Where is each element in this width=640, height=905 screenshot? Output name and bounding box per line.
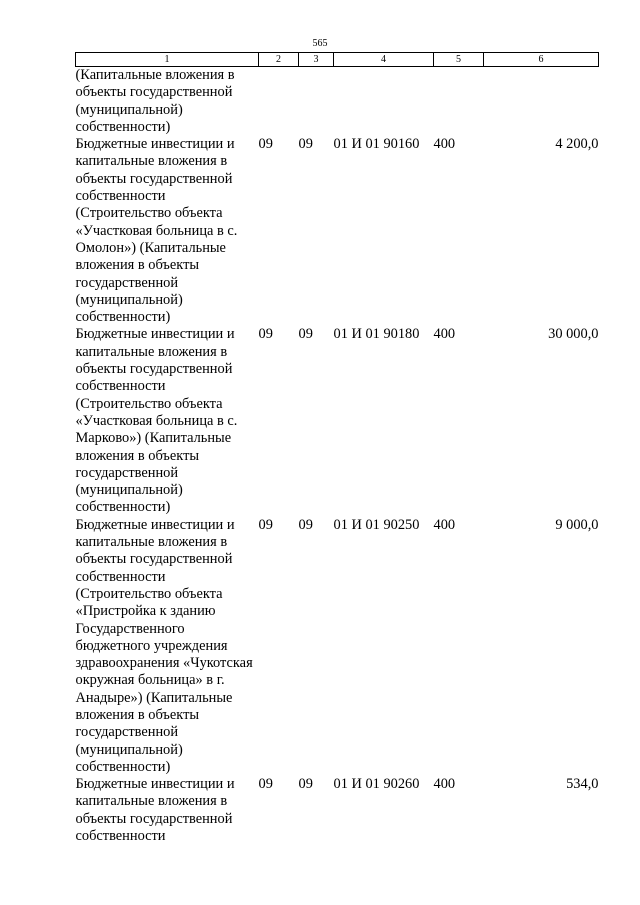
- row-amount: 30 000,0: [548, 326, 599, 343]
- row-expense-type: 400: [433, 326, 456, 343]
- table-header: [76, 53, 599, 67]
- row-target-code: [334, 67, 434, 137]
- table-row: [76, 517, 599, 776]
- budget-table: [75, 52, 599, 845]
- row-target-code: 01 И 01 90250: [333, 516, 420, 533]
- header-col-4: 4: [334, 53, 434, 67]
- row-razdel: 09: [258, 776, 273, 793]
- row-amount: 534,0: [566, 776, 599, 793]
- header-col-2: 2: [259, 53, 299, 67]
- table-row: [76, 326, 599, 516]
- table-row: [76, 136, 599, 326]
- row-target-code: 01 И 01 90260: [333, 776, 420, 793]
- table-body: [76, 67, 599, 846]
- row-expense-type: 400: [433, 136, 456, 153]
- row-podrazdel: 09: [298, 136, 313, 153]
- row-expense-type: [434, 67, 484, 137]
- table-row: [76, 776, 599, 845]
- row-name: Бюджетные инвестиции и капитальные вложения в объекты государственной собственности (Строительство объекта «Участковая больница в с. Омолон») (Капитальные вложения в объекты государственной (муниципальной) собственности): [75, 136, 238, 326]
- row-podrazdel: [299, 67, 334, 137]
- table-row: [76, 67, 599, 137]
- page-number: 565: [312, 38, 328, 49]
- row-podrazdel: 09: [298, 516, 313, 533]
- row-podrazdel: 09: [298, 776, 313, 793]
- row-name: Бюджетные инвестиции и капитальные вложения в объекты государственной собственности (Строительство объекта «Участковая больница в с. Марково») (Капитальные вложения в объекты государственной (муниципальной) собственности): [75, 326, 238, 516]
- row-name: Бюджетные инвестиции и капитальные вложения в объекты государственной собственности (Строительство объекта «Пристройка к зданию Государственного бюджетного учреждения здравоохранения «Чукотская окружная больница» в г. Анадыре») (Капитальные вложения в объекты государственной (муниципальной) собственности): [75, 516, 253, 775]
- row-name: (Капитальные вложения в объекты государственной (муниципальной) собственности): [75, 67, 235, 135]
- row-razdel: 09: [258, 326, 273, 343]
- row-razdel: [259, 67, 299, 137]
- row-target-code: 01 И 01 90180: [333, 326, 420, 343]
- row-amount: 4 200,0: [555, 136, 599, 153]
- row-name: Бюджетные инвестиции и капитальные вложения в объекты государственной собственности: [75, 776, 235, 845]
- row-razdel: 09: [258, 516, 273, 533]
- row-amount: 9 000,0: [555, 516, 599, 533]
- row-razdel: 09: [258, 136, 273, 153]
- header-col-1: 1: [76, 53, 259, 67]
- header-col-6: 6: [484, 53, 599, 67]
- row-podrazdel: 09: [298, 326, 313, 343]
- row-expense-type: 400: [433, 776, 456, 793]
- header-row: [76, 53, 599, 67]
- row-amount: [484, 67, 599, 137]
- header-col-3: 3: [299, 53, 334, 67]
- header-col-5: 5: [434, 53, 484, 67]
- row-expense-type: 400: [433, 516, 456, 533]
- row-target-code: 01 И 01 90160: [333, 136, 420, 153]
